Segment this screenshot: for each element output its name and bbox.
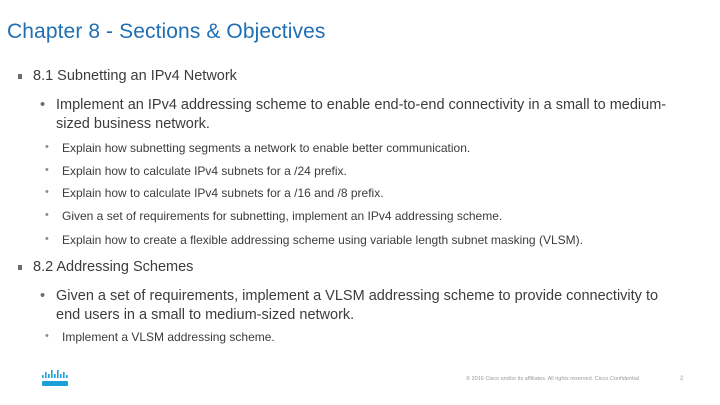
bullet-icon: • [45, 186, 49, 198]
bullet-icon: • [45, 233, 49, 245]
bullet-icon: • [45, 330, 49, 342]
cisco-logo-icon [41, 370, 69, 388]
square-bullet-icon [18, 74, 22, 79]
square-bullet-icon [18, 265, 22, 270]
objectives-list: 8.1 Subnetting an IPv4 Network • Implement an IPv4 addressing scheme to enable end-to-end connectivity in a small to medium-sized business network. • Explain how subnetting segments a network to enable better communication. • Explain how to calculate IPv4 subnets for a /24 prefix. • Explain how to calculate IPv4 subnets for a /16 and /8 prefix. • Given a set of requirements for subnetting, implement an IPv4 addressing scheme. • Explain how to create a flexible addressing scheme using variable length subnet masking (VLSM). 8.2 Addressing Schemes • Given a set of requirements, implement a VLSM addressing scheme to provide connectivity to end users in a small to medium-sized network. • Implement a VLSM addressing scheme. [0, 0, 720, 405]
cisco-logo-graphic [41, 370, 69, 388]
page-number: 2 [680, 376, 684, 382]
bullet-icon: • [45, 164, 49, 176]
bullet-icon: • [40, 97, 46, 113]
copyright-notice: © 2016 Cisco and/or its affiliates. All rights reserved. Cisco Confidential [466, 376, 640, 382]
bullet-icon: • [45, 209, 49, 221]
bullet-icon: • [40, 288, 46, 304]
slide-title: Chapter 8 - Sections & Objectives [7, 20, 326, 43]
bullet-icon: • [45, 141, 49, 153]
